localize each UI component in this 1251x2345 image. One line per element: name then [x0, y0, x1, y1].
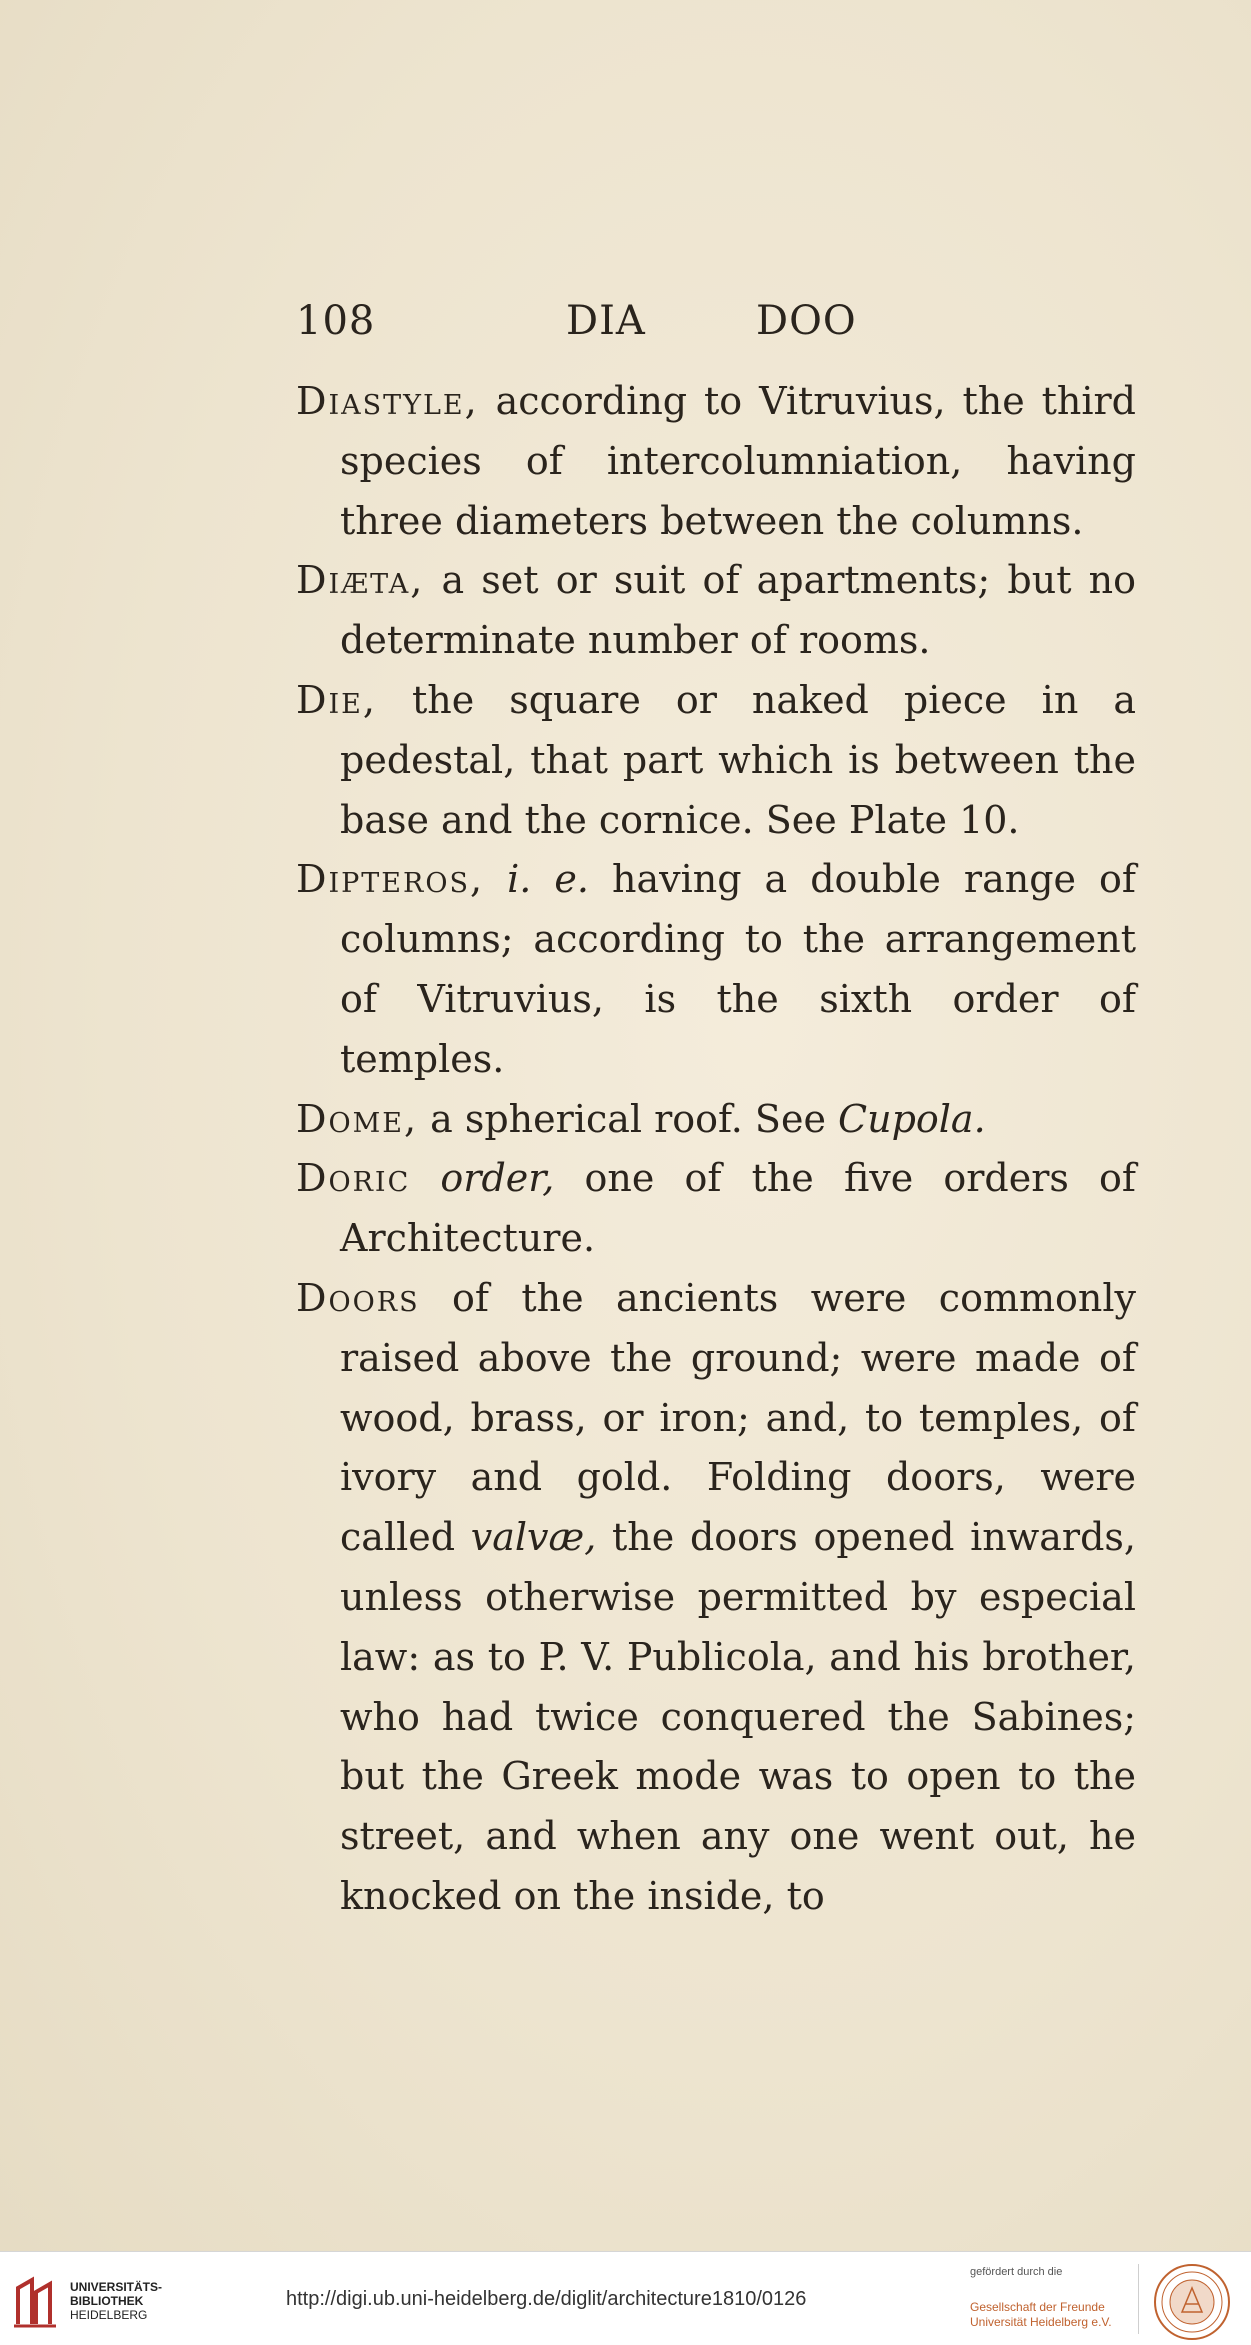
entry-doric [296, 1149, 1136, 1269]
entry-italic: Cupola. [838, 1096, 986, 1141]
entry-text: of the ancients were commonly raised above the ground; were made of wood, brass, or iron; and, to temples, of ivory and gold. Folding doors, were called [340, 1275, 1136, 1560]
divider [1138, 2264, 1139, 2334]
entry-dipteros [296, 850, 1136, 1089]
sponsor-line-2: Universität Heidelberg e.V. [970, 2315, 1112, 2329]
entry-die [296, 671, 1136, 850]
permalink-url[interactable]: http://digi.ub.uni-heidelberg.de/diglit/architecture1810/0126 [286, 2288, 807, 2310]
entry-text: the doors opened inwards, unless otherwise permitted by especial law: as to P. V. Publicola, and his brother, who had twice conquered the Sabines; but the Greek mode was to open to the street, and when any one went out, he knocked on the inside, to [340, 1515, 1137, 1918]
entry-text: having a double range of columns; according to the arrangement of Vitruvius, is the sixth order of temples. [340, 857, 1136, 1081]
entry-text: according to Vitruvius, the third species of intercolumniation, having three diameters between the columns. [340, 379, 1136, 543]
headword: Diastyle, [296, 379, 479, 423]
headword: Doors [296, 1275, 420, 1320]
library-line-1: UNIVERSITÄTS- [70, 2280, 163, 2294]
entry-italic: order, [440, 1156, 555, 1201]
sponsor-name [970, 2300, 1112, 2330]
sponsor-line-1: Gesellschaft der Freunde [970, 2300, 1105, 2314]
library-line-3: HEIDELBERG [70, 2308, 148, 2322]
headword: Dome, [296, 1096, 419, 1141]
page-number: 108 [296, 298, 376, 344]
entry-text: a spherical roof. See [418, 1096, 839, 1141]
library-name [70, 2280, 162, 2322]
headword: Diæta, [296, 558, 425, 603]
university-seal-icon [1152, 2262, 1232, 2342]
dictionary-entries [296, 372, 1136, 1927]
headword: Die, [296, 677, 377, 722]
footer-bar [0, 2251, 1251, 2345]
running-head [296, 298, 1136, 348]
entry-text: the square or naked piece in a pedestal, that part which is between the base and the cornice. See Plate 10. [340, 677, 1136, 842]
headword: Dipteros, [296, 857, 485, 902]
library-line-2: BIBLIOTHEK [70, 2294, 144, 2308]
entry-diastyle [296, 372, 1136, 551]
entry-diaeta [296, 551, 1136, 671]
entry-text: a set or suit of apartments; but no determinate number of rooms. [340, 558, 1136, 663]
entry-dome [296, 1090, 1136, 1150]
entry-italic: i. e. [507, 857, 589, 902]
entry-italic: valvæ, [470, 1515, 597, 1560]
right-catchword: DOO [756, 298, 857, 344]
entry-text: one of the five orders of Architecture. [340, 1156, 1136, 1261]
left-catchword: DIA [566, 298, 646, 344]
headword: Doric [296, 1156, 411, 1201]
sponsor-label: gefördert durch die [970, 2266, 1063, 2278]
ub-heidelberg-logo-icon [12, 2274, 60, 2330]
entry-doors [296, 1269, 1136, 1927]
